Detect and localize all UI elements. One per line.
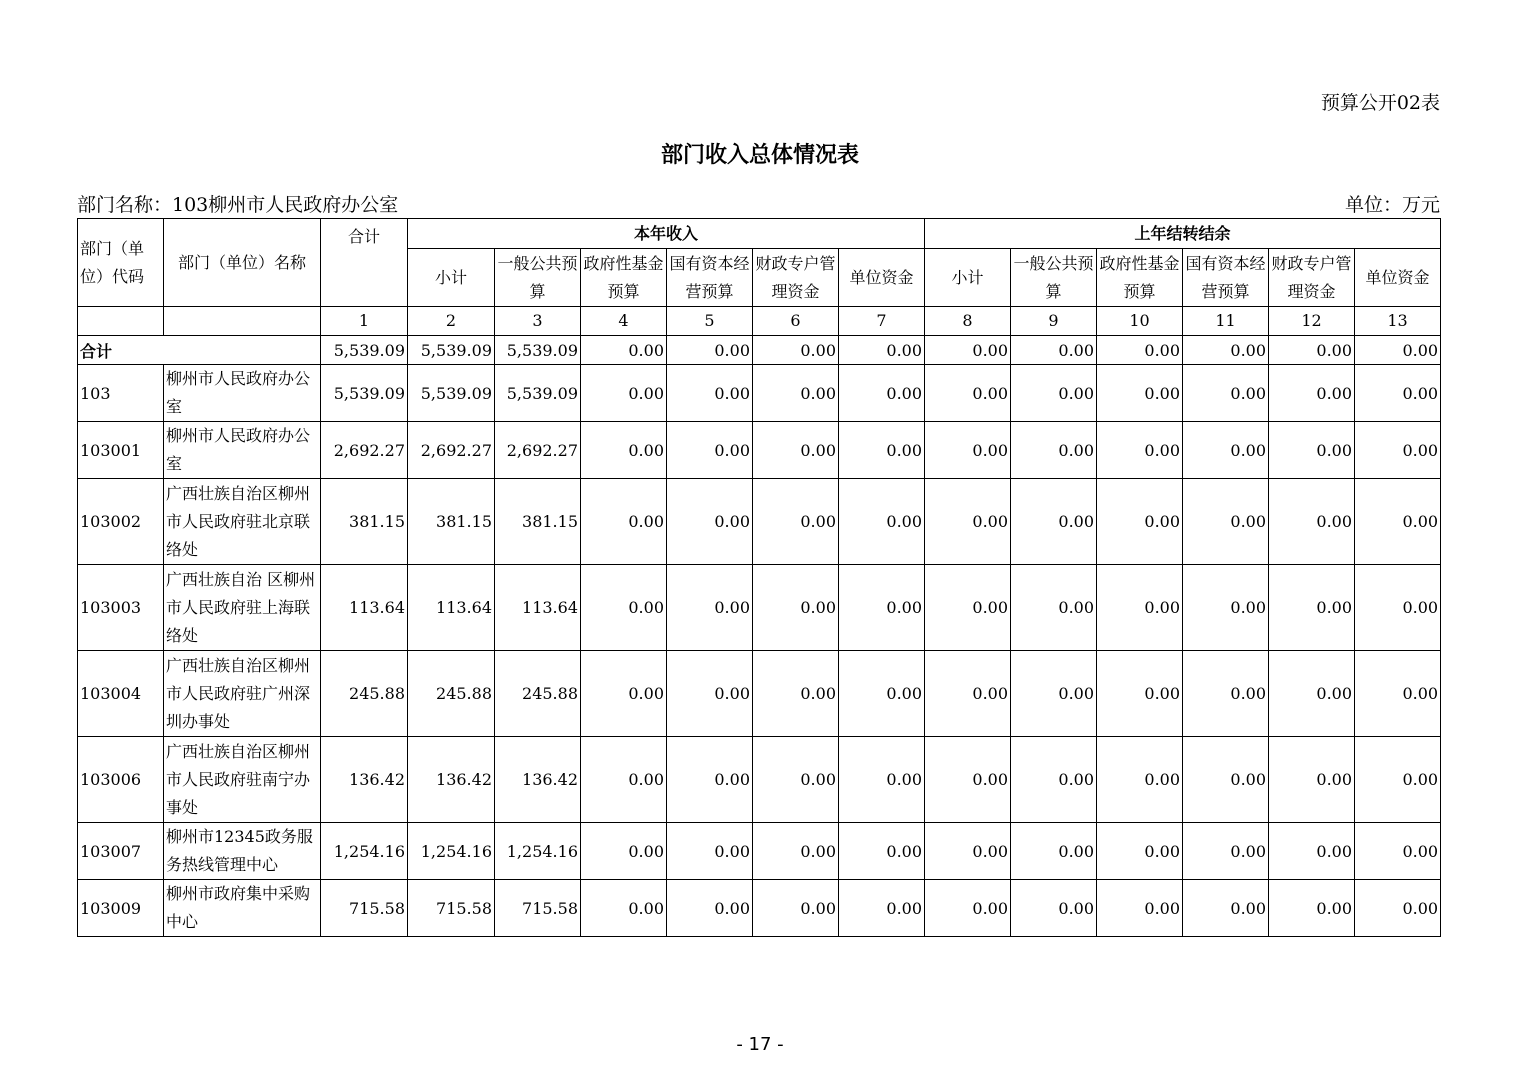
- table-cell: 0.00: [581, 479, 667, 565]
- table-cell: 0.00: [667, 565, 753, 651]
- table-cell: 0.00: [1269, 336, 1355, 365]
- table-cell: 0.00: [925, 651, 1011, 737]
- table-row: [78, 880, 1441, 937]
- table-cell: 0.00: [1183, 880, 1269, 937]
- table-cell: 381.15: [495, 479, 581, 565]
- table-row: [78, 365, 1441, 422]
- table-cell: 113.64: [408, 565, 495, 651]
- table-cell: 0.00: [925, 880, 1011, 937]
- table-cell: 0.00: [1269, 479, 1355, 565]
- table-cell: 0.00: [1355, 422, 1441, 479]
- table-cell: 0.00: [1269, 565, 1355, 651]
- table-cell: 1,254.16: [408, 823, 495, 880]
- table-cell: 0.00: [1011, 651, 1097, 737]
- header-total: 合计: [321, 219, 408, 307]
- header-spacer: [164, 307, 321, 336]
- table-cell: 0.00: [667, 336, 753, 365]
- table-cell: 0.00: [839, 737, 925, 823]
- row-code: 103001: [78, 422, 164, 479]
- row-name: 柳州市人民政府办公室: [164, 422, 321, 479]
- header-col: 政府性基金预算: [581, 249, 667, 307]
- table-cell: 0.00: [839, 880, 925, 937]
- row-code: 103009: [78, 880, 164, 937]
- table-cell: 0.00: [1355, 365, 1441, 422]
- table-cell: 0.00: [1269, 651, 1355, 737]
- table-cell: 0.00: [581, 365, 667, 422]
- table-cell: 0.00: [1355, 737, 1441, 823]
- header-spacer: [78, 307, 164, 336]
- table-cell: 5,539.09: [495, 365, 581, 422]
- table-cell: 0.00: [1011, 737, 1097, 823]
- header-group-current: 本年收入: [408, 219, 925, 249]
- table-cell: 0.00: [1269, 880, 1355, 937]
- table-cell: 0.00: [1183, 565, 1269, 651]
- table-cell: 0.00: [667, 737, 753, 823]
- column-index: 12: [1269, 307, 1355, 336]
- column-index: 2: [408, 307, 495, 336]
- table-cell: 0.00: [1011, 365, 1097, 422]
- table-cell: 0.00: [1183, 823, 1269, 880]
- table-cell: 0.00: [581, 880, 667, 937]
- table-cell: 245.88: [321, 651, 408, 737]
- total-row: [78, 336, 1441, 365]
- table-cell: 0.00: [1269, 737, 1355, 823]
- table-cell: 5,539.09: [495, 336, 581, 365]
- table-cell: 0.00: [1097, 336, 1183, 365]
- header-col: 财政专户管理资金: [753, 249, 839, 307]
- row-code: 103: [78, 365, 164, 422]
- table-cell: 381.15: [408, 479, 495, 565]
- table-cell: 0.00: [753, 422, 839, 479]
- table-cell: 0.00: [925, 365, 1011, 422]
- table-cell: 0.00: [1097, 565, 1183, 651]
- column-index: 7: [839, 307, 925, 336]
- table-row: [78, 565, 1441, 651]
- table-cell: 0.00: [667, 479, 753, 565]
- income-table: [77, 218, 1441, 937]
- table-cell: 136.42: [495, 737, 581, 823]
- table-cell: 0.00: [1355, 336, 1441, 365]
- column-index: 9: [1011, 307, 1097, 336]
- header-col: 一般公共预算: [1011, 249, 1097, 307]
- column-index: 3: [495, 307, 581, 336]
- table-cell: 0.00: [581, 823, 667, 880]
- table-cell: 0.00: [753, 565, 839, 651]
- table-cell: 1,254.16: [495, 823, 581, 880]
- table-cell: 715.58: [321, 880, 408, 937]
- table-cell: 0.00: [1355, 823, 1441, 880]
- table-cell: 0.00: [581, 422, 667, 479]
- header-col: 小计: [925, 249, 1011, 307]
- column-index: 6: [753, 307, 839, 336]
- department-name: 部门名称：103柳州市人民政府办公室: [77, 194, 399, 216]
- row-code: 103002: [78, 479, 164, 565]
- row-code: 103004: [78, 651, 164, 737]
- table-cell: 0.00: [839, 336, 925, 365]
- header-col: 政府性基金预算: [1097, 249, 1183, 307]
- table-cell: 0.00: [753, 737, 839, 823]
- table-cell: 0.00: [925, 737, 1011, 823]
- table-cell: 0.00: [581, 737, 667, 823]
- table-cell: 245.88: [408, 651, 495, 737]
- row-code: 103006: [78, 737, 164, 823]
- table-cell: 381.15: [321, 479, 408, 565]
- table-cell: 0.00: [1011, 336, 1097, 365]
- header-group-carryover: 上年结转结余: [925, 219, 1441, 249]
- table-cell: 0.00: [753, 336, 839, 365]
- table-row: [78, 823, 1441, 880]
- table-cell: 5,539.09: [408, 365, 495, 422]
- table-cell: 0.00: [1269, 823, 1355, 880]
- header-col: 财政专户管理资金: [1269, 249, 1355, 307]
- header-col: 小计: [408, 249, 495, 307]
- table-cell: 5,539.09: [321, 365, 408, 422]
- form-number: 预算公开02表: [1320, 92, 1440, 114]
- table-cell: 0.00: [925, 823, 1011, 880]
- table-cell: 0.00: [839, 565, 925, 651]
- table-cell: 0.00: [1183, 737, 1269, 823]
- row-name: 广西壮族自治 区柳州市人民政府驻上海联络处: [164, 565, 321, 651]
- column-index: 11: [1183, 307, 1269, 336]
- table-cell: 0.00: [1011, 422, 1097, 479]
- table-cell: 0.00: [839, 651, 925, 737]
- table-cell: 0.00: [753, 479, 839, 565]
- header-col: 国有资本经营预算: [1183, 249, 1269, 307]
- column-index: 13: [1355, 307, 1441, 336]
- table-cell: 0.00: [839, 365, 925, 422]
- table-row: [78, 651, 1441, 737]
- header-name: 部门（单位）名称: [164, 219, 321, 307]
- header-col: 单位资金: [839, 249, 925, 307]
- row-name: 广西壮族自治区柳州市人民政府驻南宁办事处: [164, 737, 321, 823]
- table-row: [78, 422, 1441, 479]
- table-cell: 0.00: [667, 823, 753, 880]
- table-cell: 0.00: [667, 422, 753, 479]
- table-cell: 113.64: [495, 565, 581, 651]
- total-label: 合计: [78, 336, 321, 365]
- table-cell: 0.00: [1011, 823, 1097, 880]
- table-cell: 0.00: [1097, 737, 1183, 823]
- table-cell: 0.00: [753, 365, 839, 422]
- row-name: 柳州市人民政府办公室: [164, 365, 321, 422]
- table-row: [78, 737, 1441, 823]
- table-cell: 0.00: [667, 365, 753, 422]
- unit-label: 单位：万元: [1344, 194, 1440, 216]
- row-code: 103003: [78, 565, 164, 651]
- table-cell: 0.00: [925, 565, 1011, 651]
- table-cell: 0.00: [1097, 651, 1183, 737]
- row-name: 广西壮族自治区柳州市人民政府驻广州深圳办事处: [164, 651, 321, 737]
- table-cell: 0.00: [1269, 422, 1355, 479]
- row-code: 103007: [78, 823, 164, 880]
- column-index: 4: [581, 307, 667, 336]
- header-code: 部门（单位）代码: [78, 219, 164, 307]
- table-cell: 0.00: [1183, 422, 1269, 479]
- table-cell: 0.00: [925, 479, 1011, 565]
- table-cell: 0.00: [1097, 823, 1183, 880]
- table-cell: 1,254.16: [321, 823, 408, 880]
- table-cell: 2,692.27: [321, 422, 408, 479]
- table-cell: 715.58: [495, 880, 581, 937]
- table-cell: 5,539.09: [321, 336, 408, 365]
- table-cell: 0.00: [925, 336, 1011, 365]
- table-cell: 0.00: [839, 479, 925, 565]
- table-cell: 0.00: [839, 823, 925, 880]
- table-cell: 2,692.27: [408, 422, 495, 479]
- table-cell: 0.00: [753, 823, 839, 880]
- table-cell: 113.64: [321, 565, 408, 651]
- table-cell: 0.00: [753, 880, 839, 937]
- table-cell: 0.00: [581, 565, 667, 651]
- table-cell: 0.00: [1183, 336, 1269, 365]
- table-cell: 0.00: [667, 651, 753, 737]
- page-number: - 17 -: [736, 1034, 784, 1055]
- table-cell: 0.00: [1355, 651, 1441, 737]
- table-cell: 0.00: [753, 651, 839, 737]
- table-cell: 0.00: [1269, 365, 1355, 422]
- table-cell: 0.00: [1097, 422, 1183, 479]
- table-cell: 0.00: [667, 880, 753, 937]
- table-row: [78, 479, 1441, 565]
- row-name: 柳州市政府集中采购中心: [164, 880, 321, 937]
- table-cell: 0.00: [1355, 479, 1441, 565]
- table-cell: 0.00: [581, 651, 667, 737]
- table-cell: 0.00: [839, 422, 925, 479]
- table-cell: 0.00: [1183, 365, 1269, 422]
- table-cell: 136.42: [321, 737, 408, 823]
- document-title: 部门收入总体情况表: [660, 142, 859, 168]
- table-cell: 0.00: [1183, 651, 1269, 737]
- header-col: 一般公共预算: [495, 249, 581, 307]
- table-cell: 0.00: [925, 422, 1011, 479]
- table-cell: 0.00: [1355, 565, 1441, 651]
- row-name: 广西壮族自治区柳州市人民政府驻北京联络处: [164, 479, 321, 565]
- table-cell: 136.42: [408, 737, 495, 823]
- table-cell: 5,539.09: [408, 336, 495, 365]
- column-index: 5: [667, 307, 753, 336]
- table-cell: 0.00: [581, 336, 667, 365]
- table-cell: 0.00: [1355, 880, 1441, 937]
- table-cell: 245.88: [495, 651, 581, 737]
- row-name: 柳州市12345政务服务热线管理中心: [164, 823, 321, 880]
- column-index: 1: [321, 307, 408, 336]
- table-cell: 0.00: [1011, 479, 1097, 565]
- table-cell: 0.00: [1011, 880, 1097, 937]
- table-cell: 715.58: [408, 880, 495, 937]
- column-index: 8: [925, 307, 1011, 336]
- header-col: 国有资本经营预算: [667, 249, 753, 307]
- table-cell: 2,692.27: [495, 422, 581, 479]
- table-cell: 0.00: [1097, 479, 1183, 565]
- table-cell: 0.00: [1097, 365, 1183, 422]
- table-cell: 0.00: [1097, 880, 1183, 937]
- table-cell: 0.00: [1011, 565, 1097, 651]
- table-cell: 0.00: [1183, 479, 1269, 565]
- column-index: 10: [1097, 307, 1183, 336]
- header-col: 单位资金: [1355, 249, 1441, 307]
